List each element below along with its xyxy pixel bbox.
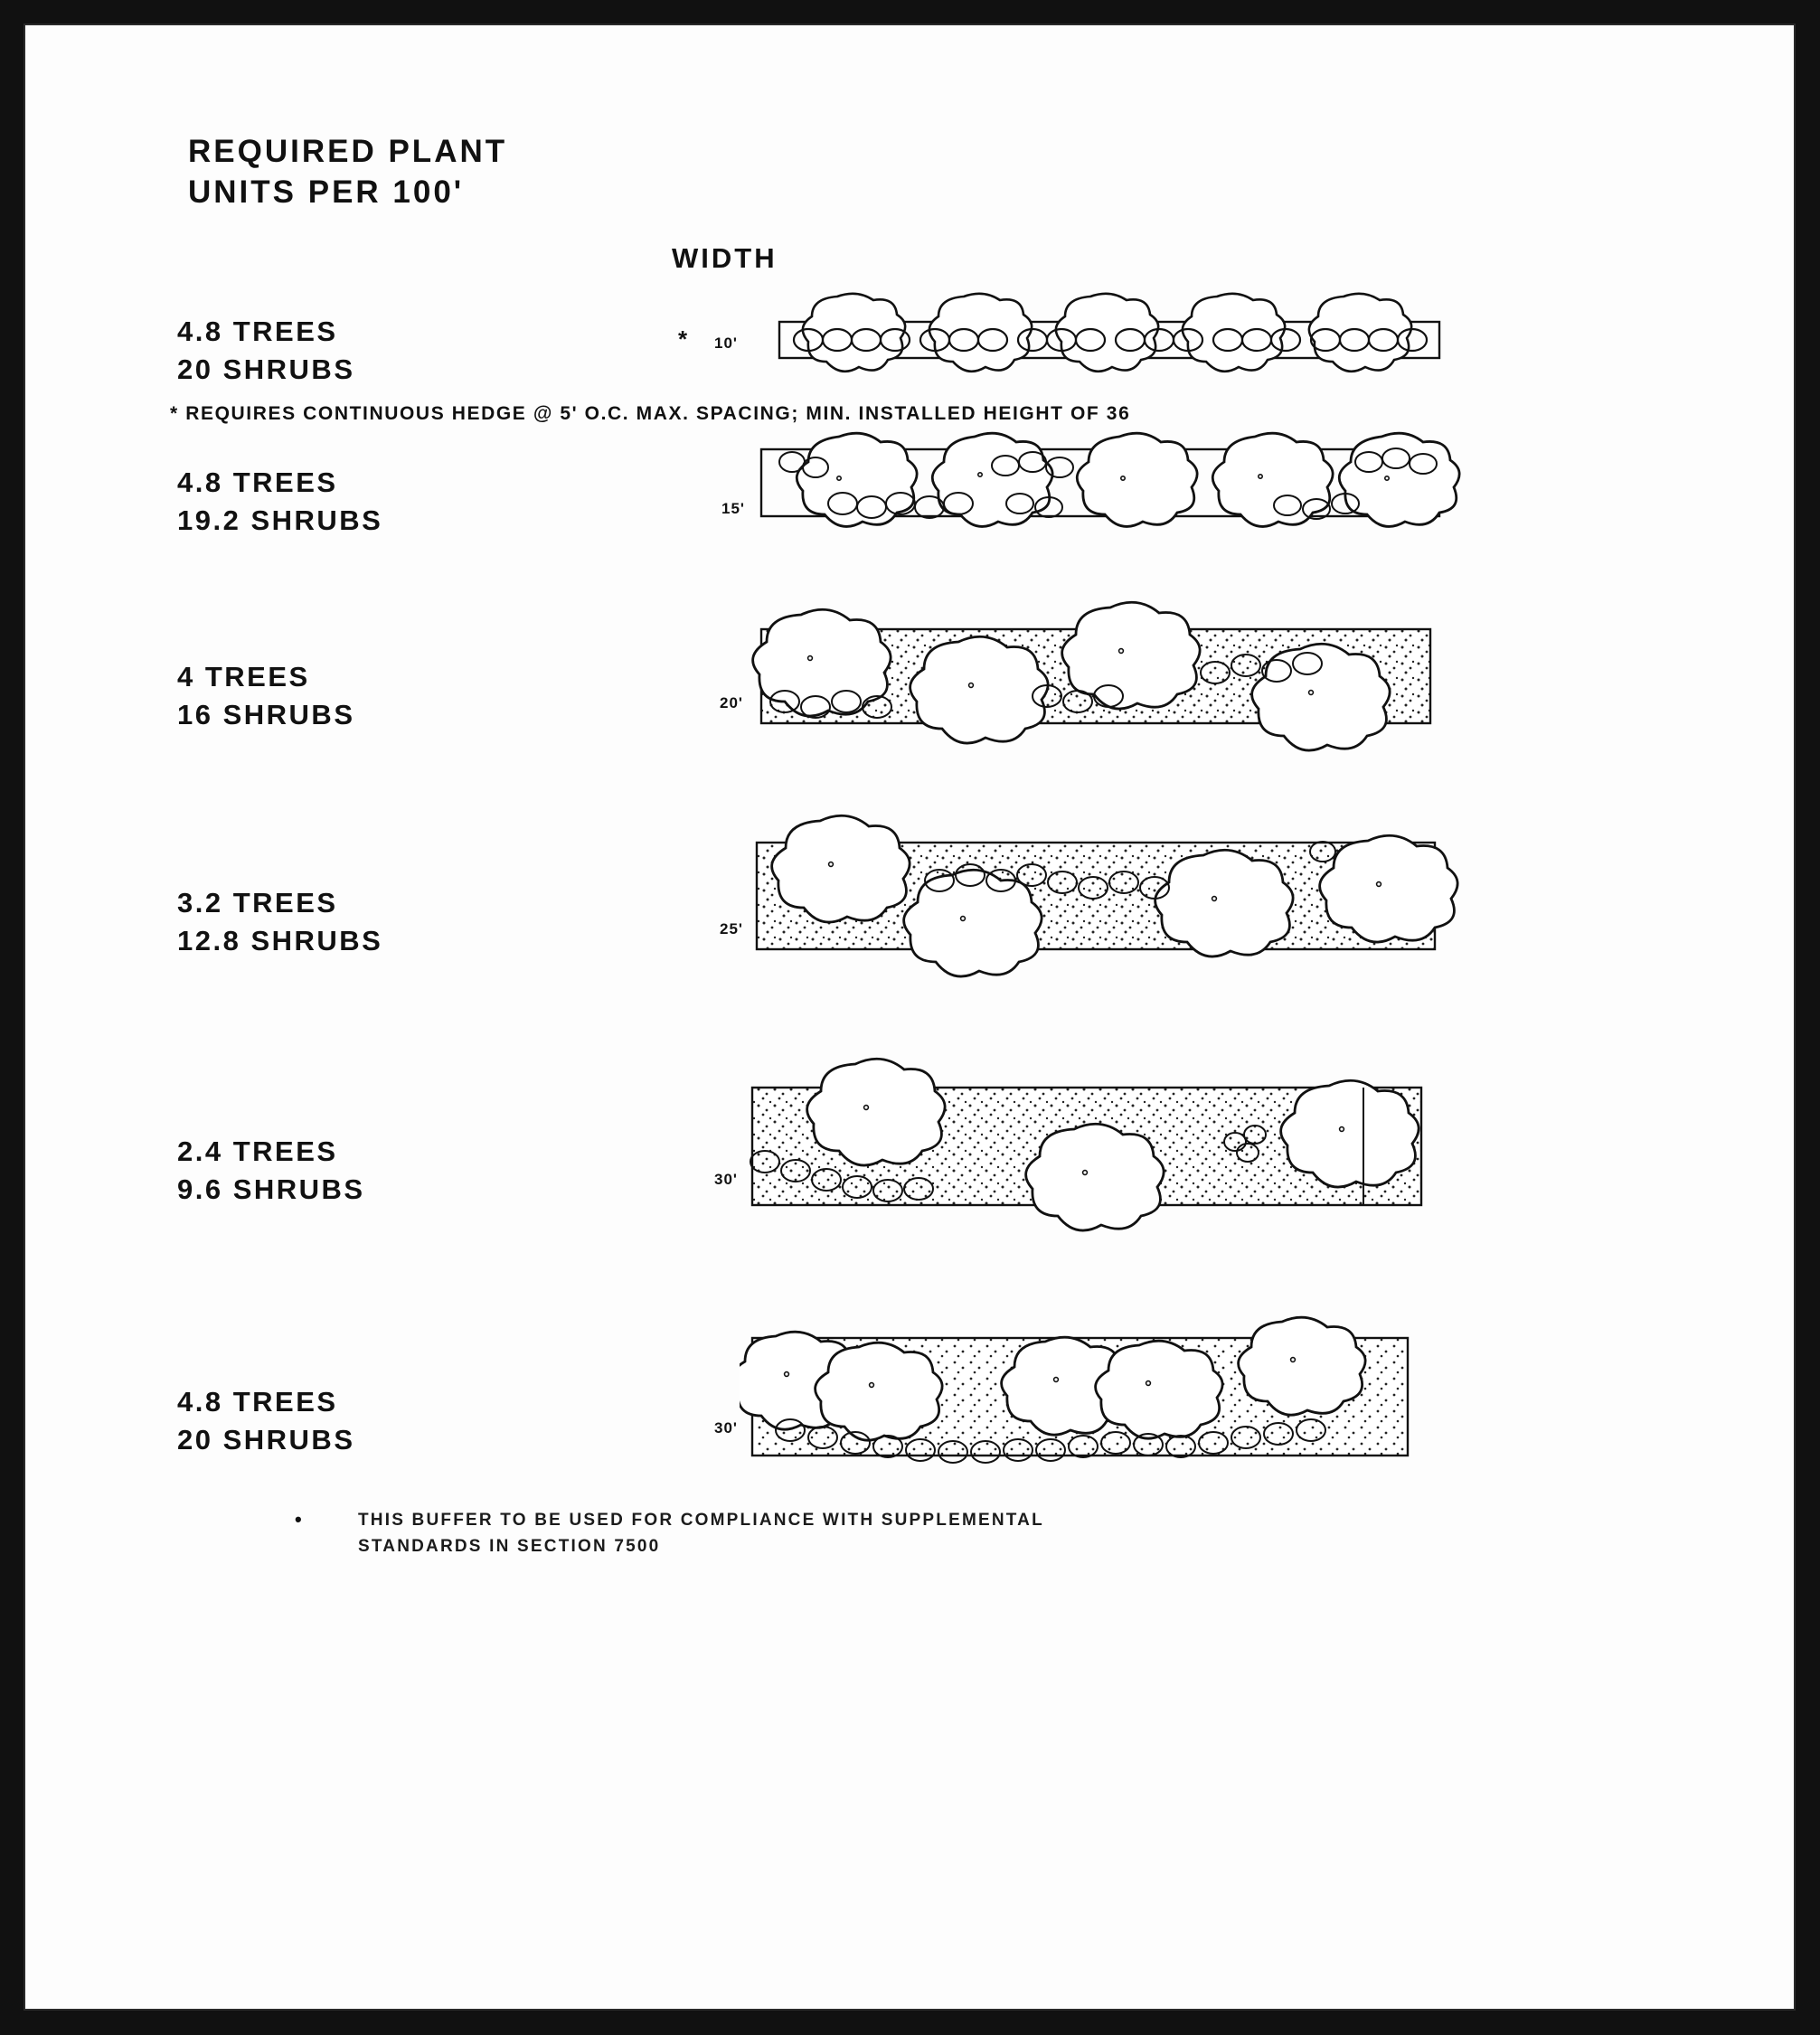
row-label-15ft <box>177 464 647 540</box>
row-label-10ft <box>177 313 647 389</box>
trees-label-30ft-b: 4.8 TREES <box>177 1386 338 1418</box>
buffer-diagram-15ft <box>749 426 1463 561</box>
width-tag-20ft: 20' <box>720 694 743 711</box>
buffer-diagram-30ft-b <box>740 1309 1463 1508</box>
buffer-diagram-30ft-a <box>740 1051 1463 1259</box>
buffer-footnote <box>358 1508 1044 1559</box>
buffer-footnote-marker: • <box>295 1508 302 1531</box>
trees-label-30ft-a: 2.4 TREES <box>177 1135 338 1167</box>
shrubs-label-15ft: 19.2 SHRUBS <box>177 504 383 536</box>
shrubs-label-10ft: 20 SHRUBS <box>177 353 355 385</box>
buffer-diagram-20ft <box>749 595 1463 767</box>
width-column-header: WIDTH <box>672 242 778 274</box>
row-label-30ft-b <box>177 1383 647 1459</box>
width-tag-25ft: 25' <box>720 920 743 937</box>
title-line-2: UNITS PER 100' <box>188 174 465 210</box>
hedge-footnote-text: REQUIRES CONTINUOUS HEDGE @ 5' O.C. MAX. SPACING; MIN. INSTALLED HEIGHT OF 36 <box>185 403 1131 424</box>
hedge-footnote <box>170 403 1130 425</box>
page-sheet <box>24 24 1796 2011</box>
row-label-25ft <box>177 884 647 960</box>
page-title <box>188 132 821 213</box>
trees-label-20ft: 4 TREES <box>177 661 310 692</box>
shrubs-label-30ft-b: 20 SHRUBS <box>177 1423 355 1456</box>
buffer-footnote-line-2: STANDARDS IN SECTION 7500 <box>358 1536 661 1556</box>
shrubs-label-20ft: 16 SHRUBS <box>177 698 355 730</box>
buffer-diagram-25ft <box>744 805 1467 1003</box>
width-tag-10ft: 10' <box>714 334 738 352</box>
width-tag-15ft: 15' <box>721 500 745 517</box>
width-tag-30ft-a: 30' <box>714 1171 738 1188</box>
trees-label-25ft: 3.2 TREES <box>177 887 338 919</box>
shrubs-label-30ft-a: 9.6 SHRUBS <box>177 1173 365 1205</box>
width-tag-30ft-b: 30' <box>714 1419 738 1437</box>
row-label-20ft <box>177 658 647 734</box>
trees-label-10ft: 4.8 TREES <box>177 316 338 347</box>
shrubs-label-25ft: 12.8 SHRUBS <box>177 924 383 956</box>
buffer-diagram-10ft <box>767 280 1454 398</box>
hedge-footnote-marker: * <box>170 403 179 424</box>
trees-label-15ft: 4.8 TREES <box>177 466 338 498</box>
title-line-1: REQUIRED PLANT <box>188 134 508 169</box>
row-label-30ft-a <box>177 1133 647 1209</box>
hedge-required-marker-10ft: * <box>678 325 688 353</box>
buffer-footnote-line-1: THIS BUFFER TO BE USED FOR COMPLIANCE WITH SUPPLEMENTAL <box>358 1511 1044 1530</box>
